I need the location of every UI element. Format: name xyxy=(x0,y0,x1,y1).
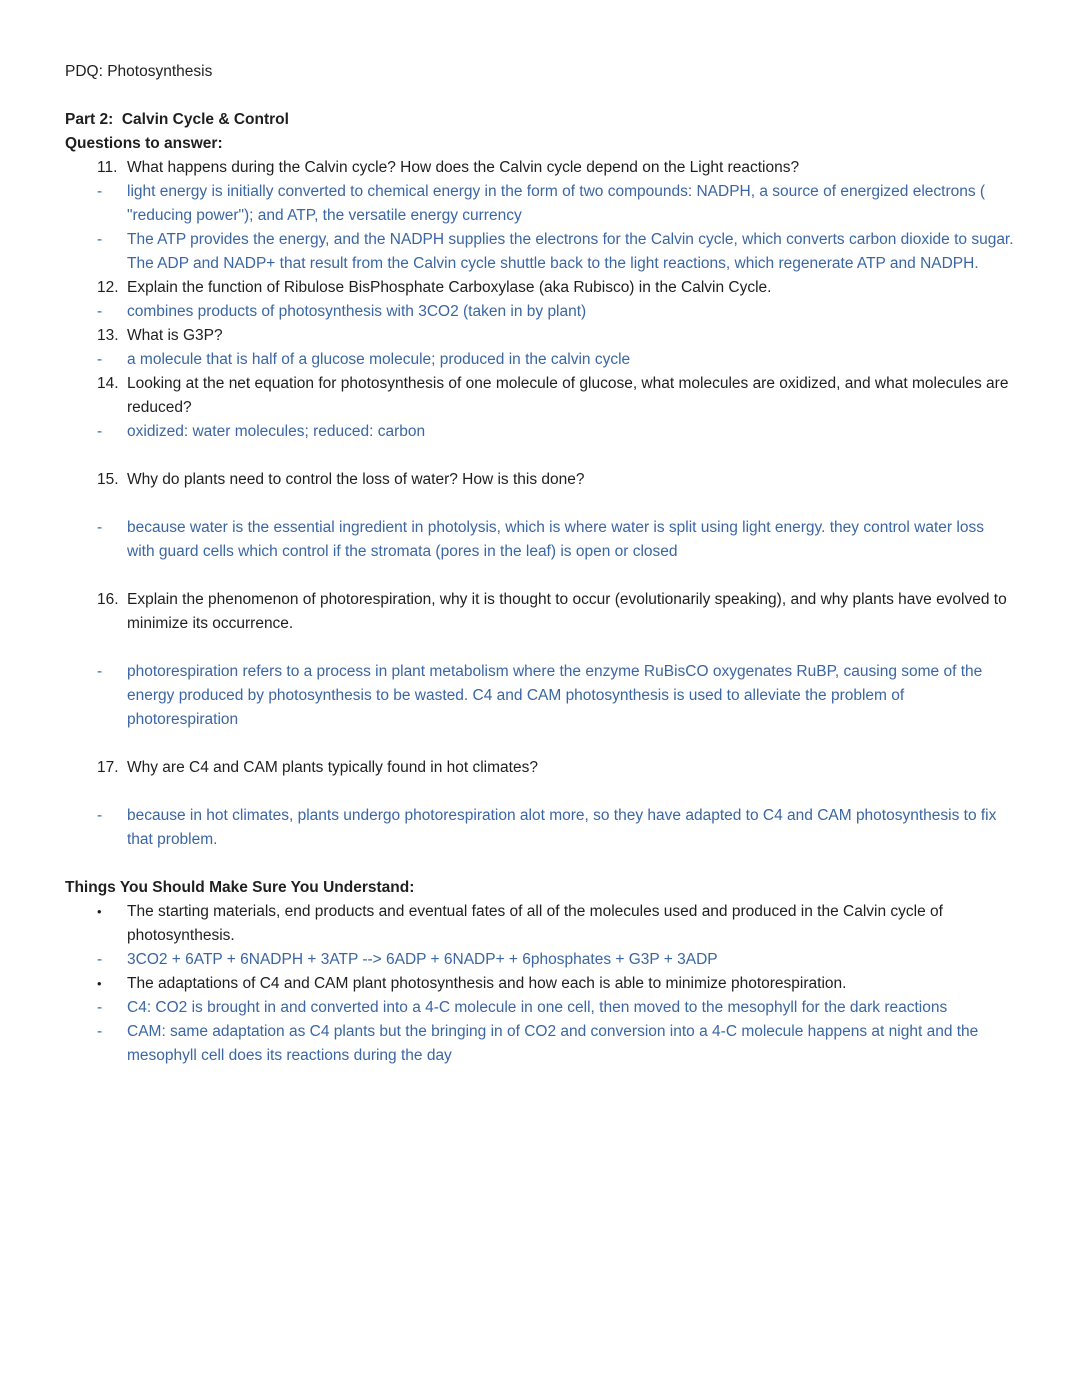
question-row xyxy=(65,276,1014,300)
dash-marker: - xyxy=(97,999,103,1016)
question-block xyxy=(65,756,1014,852)
answer-text: because water is the essential ingredient in photolysis, which is where water is split using light energy. they control water loss with guard cells which control if the stromata (pores in the leaf) is open or closed xyxy=(127,519,984,560)
question-text: What is G3P? xyxy=(127,327,223,344)
understand-text: CAM: same adaptation as C4 plants but the bringing in of CO2 and conversion into a 4-C molecule happens at night and the mesophyll cell does its reactions during the day xyxy=(127,1023,979,1064)
understand-text: The starting materials, end products and eventual fates of all of the molecules used and produced in the Calvin cycle of photosynthesis. xyxy=(127,903,943,944)
question-block xyxy=(65,588,1014,732)
dash-marker: - xyxy=(97,423,103,440)
question-row xyxy=(65,468,1014,492)
question-block xyxy=(65,276,1014,324)
dash-marker: - xyxy=(97,807,103,824)
answer-text: light energy is initially converted to chemical energy in the form of two compounds: NADPH, a source of energized electrons ( "reducing power"); and ATP, the versatile energy currency xyxy=(127,183,986,224)
questions-heading: Questions to answer: xyxy=(65,135,223,152)
question-block xyxy=(65,324,1014,372)
question-text: Explain the phenomenon of photorespiration, why it is thought to occur (evolutionarily speaking), and why plants have evolved to minimize its occurrence. xyxy=(127,591,1007,632)
question-number: 17. xyxy=(97,759,119,776)
answer-row xyxy=(65,180,1014,228)
understand-row xyxy=(65,1020,1014,1068)
section-heading: Part 2: Calvin Cycle & Control xyxy=(65,111,289,128)
question-text: Why are C4 and CAM plants typically found in hot climates? xyxy=(127,759,538,776)
page-title: PDQ: Photosynthesis xyxy=(65,63,213,80)
dash-marker: - xyxy=(97,231,103,248)
answer-text: photorespiration refers to a process in plant metabolism where the enzyme RuBisCO oxygenates RuBP, causing some of the energy produced by photosynthesis to be wasted. C4 and CAM photosynthesis is used to alleviate the problem of photorespiration xyxy=(127,663,983,728)
dash-marker: - xyxy=(97,303,103,320)
answer-row xyxy=(65,300,1014,324)
understand-section xyxy=(65,876,1014,1068)
understand-row xyxy=(65,972,1014,996)
question-row xyxy=(65,588,1014,636)
dash-marker: - xyxy=(97,1023,103,1040)
understand-row xyxy=(65,996,1014,1020)
questions-list xyxy=(65,156,1014,852)
question-number: 16. xyxy=(97,591,119,608)
answer-text: because in hot climates, plants undergo photorespiration alot more, so they have adapted to C4 and CAM photosynthesis to fix that problem. xyxy=(127,807,997,848)
question-block xyxy=(65,156,1014,276)
question-row xyxy=(65,156,1014,180)
question-row xyxy=(65,372,1014,420)
answer-row xyxy=(65,660,1014,732)
understand-row xyxy=(65,948,1014,972)
dash-marker: - xyxy=(97,663,103,680)
dash-marker: - xyxy=(97,951,103,968)
understand-text: C4: CO2 is brought in and converted into a 4-C molecule in one cell, then moved to the mesophyll for the dark reactions xyxy=(127,999,948,1016)
question-row xyxy=(65,756,1014,780)
question-text: Explain the function of Ribulose BisPhosphate Carboxylase (aka Rubisco) in the Calvin Cycle. xyxy=(127,279,772,296)
question-text: Why do plants need to control the loss of water? How is this done? xyxy=(127,471,585,488)
answer-row xyxy=(65,804,1014,852)
question-text: Looking at the net equation for photosynthesis of one molecule of glucose, what molecules are oxidized, and what molecules are reduced? xyxy=(127,375,1009,416)
understand-row xyxy=(65,900,1014,948)
bullet-marker: • xyxy=(97,904,102,919)
answer-row xyxy=(65,228,1014,276)
dash-marker: - xyxy=(97,351,103,368)
question-number: 13. xyxy=(97,327,119,344)
answer-row xyxy=(65,420,1014,444)
dash-marker: - xyxy=(97,183,103,200)
question-number: 12. xyxy=(97,279,119,296)
understand-heading: Things You Should Make Sure You Understand: xyxy=(65,879,415,896)
question-text: What happens during the Calvin cycle? How does the Calvin cycle depend on the Light reactions? xyxy=(127,159,800,176)
answer-text: combines products of photosynthesis with 3CO2 (taken in by plant) xyxy=(127,303,587,320)
dash-marker: - xyxy=(97,519,103,536)
question-block xyxy=(65,372,1014,444)
understand-list xyxy=(65,900,1014,1068)
question-number: 15. xyxy=(97,471,119,488)
answer-text: The ATP provides the energy, and the NADPH supplies the electrons for the Calvin cycle, which converts carbon dioxide to sugar. The ADP and NADP+ that result from the Calvin cycle shuttle back to the light reactions, which regenerate ATP and NADPH. xyxy=(127,231,1014,272)
question-block xyxy=(65,468,1014,564)
answer-row xyxy=(65,516,1014,564)
answer-text: oxidized: water molecules; reduced: carbon xyxy=(127,423,426,440)
question-row xyxy=(65,324,1014,348)
question-number: 14. xyxy=(97,375,119,392)
understand-text: The adaptations of C4 and CAM plant photosynthesis and how each is able to minimize photorespiration. xyxy=(127,975,847,992)
answer-text: a molecule that is half of a glucose molecule; produced in the calvin cycle xyxy=(127,351,631,368)
answer-row xyxy=(65,348,1014,372)
question-number: 11. xyxy=(97,159,118,176)
bullet-marker: • xyxy=(97,976,102,991)
understand-text: 3CO2 + 6ATP + 6NADPH + 3ATP --> 6ADP + 6NADP+ + 6phosphates + G3P + 3ADP xyxy=(127,951,718,968)
